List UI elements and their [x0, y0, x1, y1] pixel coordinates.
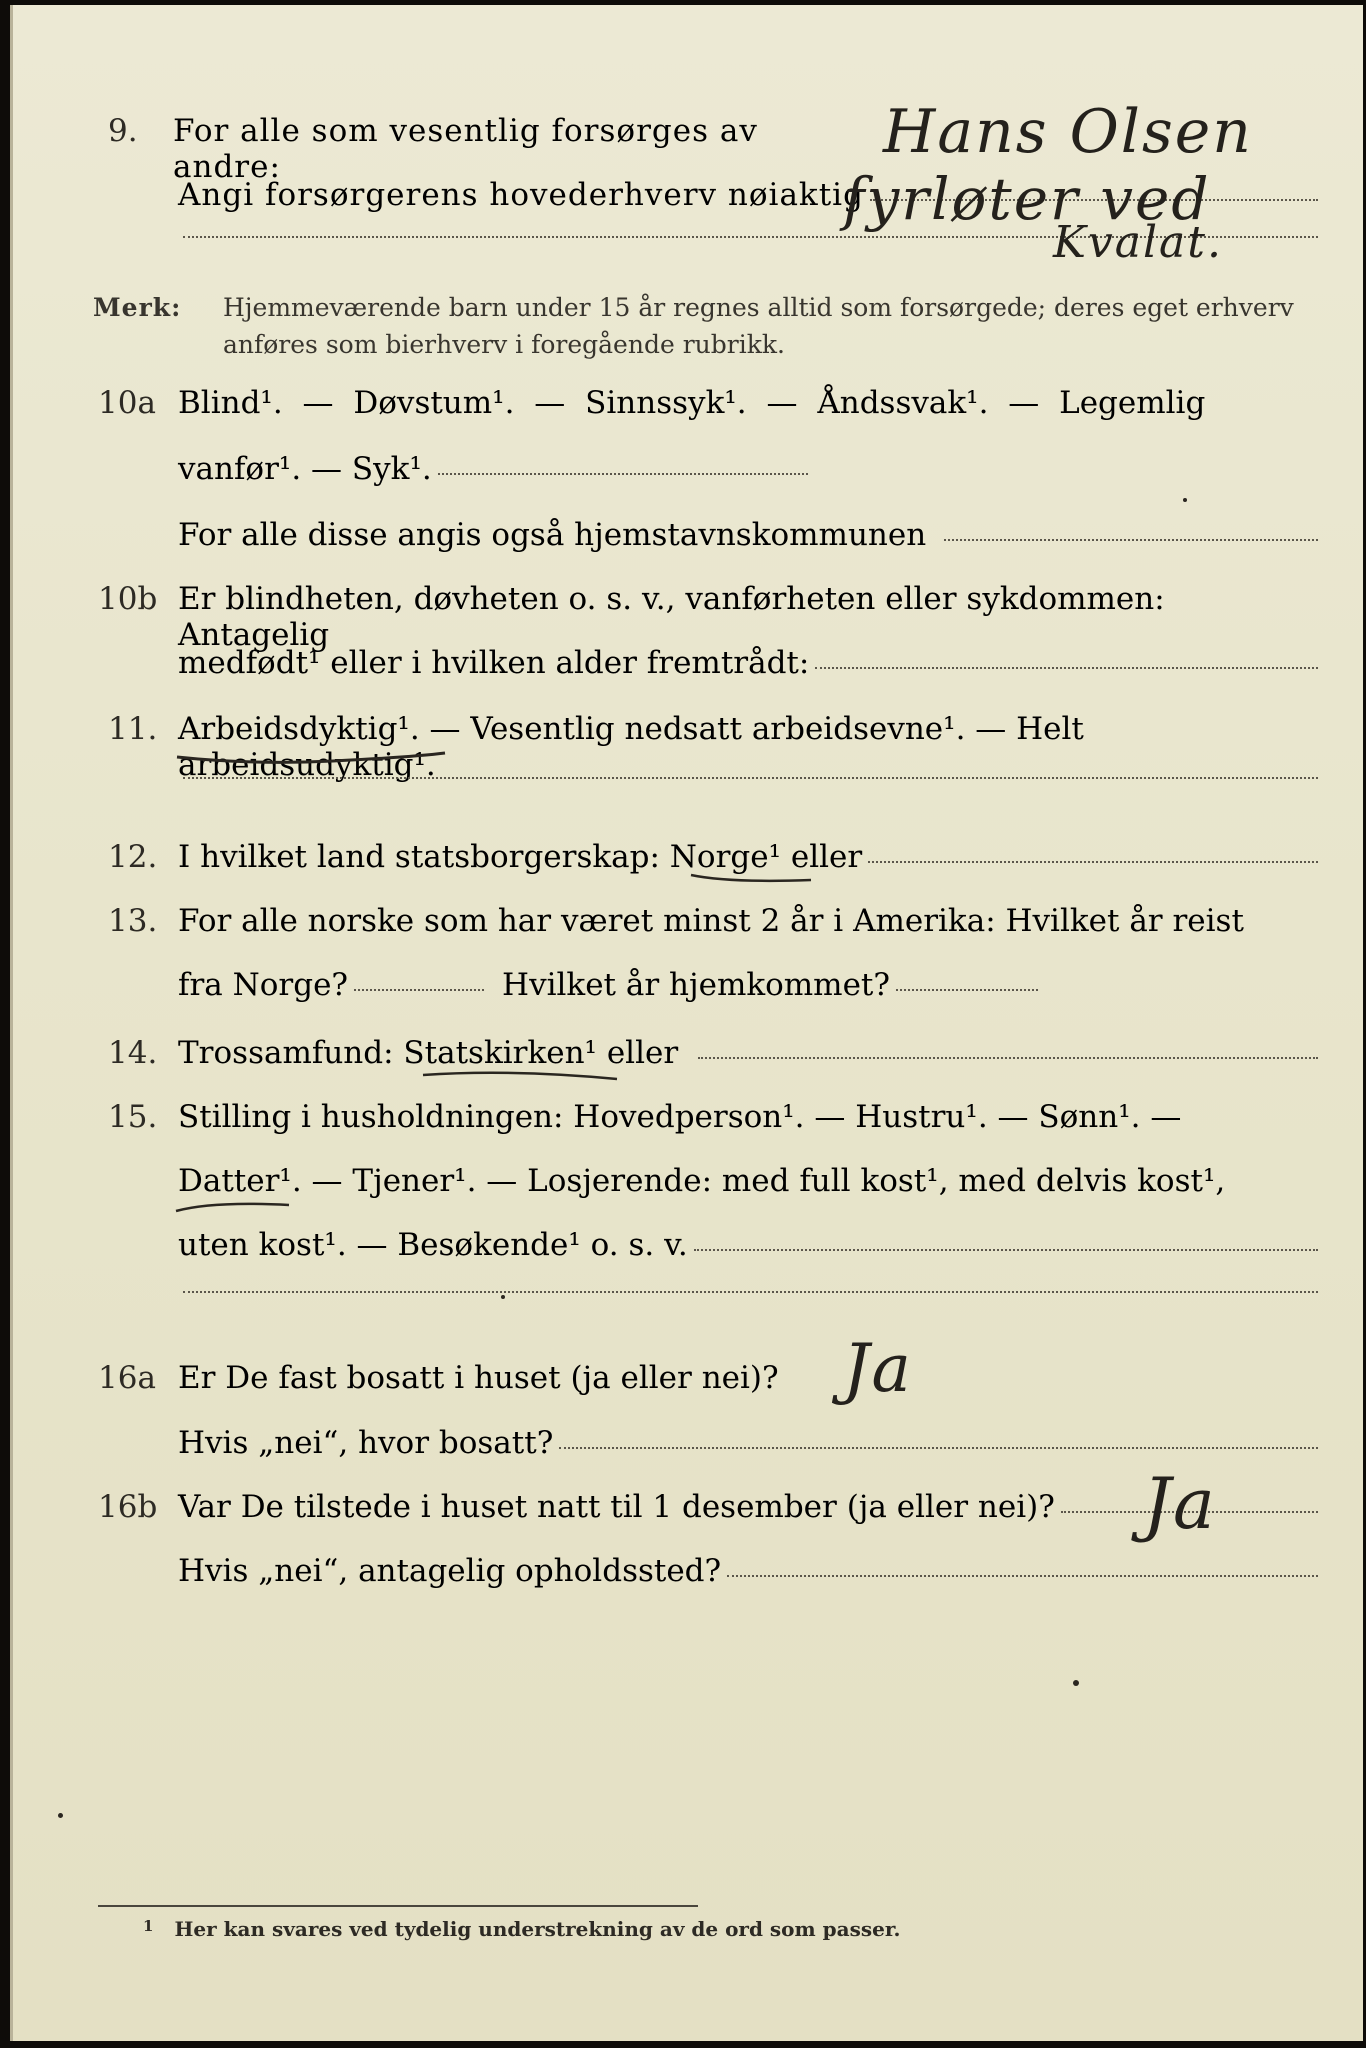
census-form-page — [10, 5, 1363, 2041]
footnote-mark: 1 — [143, 1917, 154, 1935]
q10a-dotted-line-2 — [944, 539, 1318, 541]
q13-number: 13. — [108, 903, 158, 939]
q14-text1: Trossamfund: Statskirken¹ eller — [178, 1035, 679, 1071]
q16b-text2: Hvis „nei“, antagelig opholdssted? — [178, 1553, 722, 1589]
q10b-dotted-line — [815, 667, 1318, 669]
q15-text2: Datter¹. — Tjener¹. — Losjerende: med full kost¹, med delvis kost¹, — [178, 1163, 1226, 1199]
q11-text1: Arbeidsdyktig¹. — Vesentlig nedsatt arbeidsevne¹. — Helt arbeidsudyktig¹. — [178, 711, 1084, 783]
q10a-number: 10a — [98, 385, 156, 421]
q11-line2 — [183, 781, 1318, 783]
q10b-text2: medfødt¹ eller i hvilken alder fremtrådt: — [178, 645, 810, 681]
merk-line2: anføres som bierhverv i foregående rubrikk. — [223, 330, 785, 359]
q16a-line1 — [178, 1360, 838, 1396]
q14-handwritten-underline — [421, 1067, 621, 1085]
q12-line1 — [178, 839, 1318, 875]
ink-speck — [1073, 1680, 1079, 1686]
q16a-number: 16a — [98, 1360, 156, 1396]
q15-text3: uten kost¹. — Besøkende¹ o. s. v. — [178, 1227, 688, 1263]
q9-line1 — [173, 113, 873, 185]
q9-handwritten-occupation-1: fyrløter ved — [843, 165, 1211, 233]
q11-handwritten-underline — [173, 747, 453, 769]
q14-line1 — [178, 1035, 1318, 1071]
q15-dotted-line-2 — [183, 1291, 1318, 1293]
q16a-line2 — [178, 1425, 1318, 1461]
q15-number: 15. — [108, 1099, 158, 1135]
q10a-line3 — [178, 517, 1318, 553]
q13-dotted-line-1 — [354, 989, 484, 991]
q16b-dotted-line-2 — [727, 1575, 1318, 1577]
ink-speck — [501, 1295, 505, 1299]
q11-dotted-line — [183, 777, 1318, 779]
q9-number: 9. — [108, 113, 138, 149]
q13-line2 — [178, 967, 1038, 1003]
footnote-rule — [98, 1905, 698, 1907]
q15-text1: Stilling i husholdningen: Hovedperson¹. — Hustru¹. — Sønn¹. — — [178, 1099, 1182, 1135]
q15-line2 — [178, 1163, 1318, 1199]
q15-line3 — [178, 1227, 1318, 1263]
q13-line1 — [178, 903, 1318, 939]
q11-number: 11. — [108, 711, 158, 747]
q9-text1: For alle som vesentlig forsørges av andre: — [173, 113, 758, 185]
q9-handwritten-occupation-2: Kvalat. — [1053, 217, 1223, 268]
q16a-text1: Er De fast bosatt i huset (ja eller nei)? — [178, 1360, 779, 1396]
q15-dotted-line — [694, 1249, 1318, 1251]
ink-speck — [1183, 498, 1187, 502]
q15-handwritten-underline — [173, 1197, 293, 1217]
q10a-line2 — [178, 451, 808, 487]
q10b-line2 — [178, 645, 1318, 681]
q16a-handwritten-answer: Ja — [843, 1330, 913, 1407]
q10b-line1 — [178, 581, 1318, 653]
q16b-number: 16b — [98, 1489, 158, 1525]
q10a-dotted-line — [438, 473, 808, 475]
ink-speck — [58, 1813, 63, 1818]
footnote — [143, 1917, 901, 1941]
q12-dotted-line — [868, 861, 1318, 863]
q12-text1: I hvilket land statsborgerskap: Norge¹ eller — [178, 839, 863, 875]
q15-line1 — [178, 1099, 1318, 1135]
q10b-number: 10b — [98, 581, 158, 617]
q13-dotted-line-2 — [896, 989, 1038, 991]
q15-line4 — [183, 1295, 1318, 1297]
q14-number: 14. — [108, 1035, 158, 1071]
q13-text2b: Hvilket år hjemkommet? — [502, 967, 891, 1003]
q10a-text3: For alle disse angis også hjemstavnskommunen — [178, 517, 927, 553]
q13-text2a: fra Norge? — [178, 967, 349, 1003]
q14-dotted-line — [698, 1057, 1318, 1059]
q10b-text1: Er blindheten, døvheten o. s. v., vanførheten eller sykdommen: Antagelig — [178, 581, 1165, 653]
q12-number: 12. — [108, 839, 158, 875]
q16a-text2: Hvis „nei“, hvor bosatt? — [178, 1425, 554, 1461]
q16b-line2 — [178, 1553, 1318, 1589]
merk-label: Merk: — [93, 293, 182, 322]
q9-handwritten-name: Hans Olsen — [883, 97, 1253, 167]
q9-text2: Angi forsørgerens hovederhverv nøiaktig — [178, 177, 864, 213]
q10a-line1 — [178, 385, 1318, 421]
q13-text1: For alle norske som har været minst 2 år i Amerika: Hvilket år reist — [178, 903, 1244, 939]
q16b-handwritten-answer: Ja — [1143, 1463, 1217, 1545]
footnote-text: Her kan svares ved tydelig understrekning av de ord som passer. — [174, 1917, 901, 1941]
q16b-text1: Var De tilstede i huset natt til 1 desember (ja eller nei)? — [178, 1489, 1055, 1525]
q10a-text1: Blind¹. — Døvstum¹. — Sinnssyk¹. — Åndssvak¹. — Legemlig — [178, 385, 1206, 421]
merk-line1: Hjemmeværende barn under 15 år regnes alltid som forsørgede; deres eget erhverv — [223, 293, 1294, 322]
q12-handwritten-underline — [689, 871, 819, 887]
q16a-dotted-line — [559, 1447, 1318, 1449]
q10a-text2: vanfør¹. — Syk¹. — [178, 451, 432, 487]
